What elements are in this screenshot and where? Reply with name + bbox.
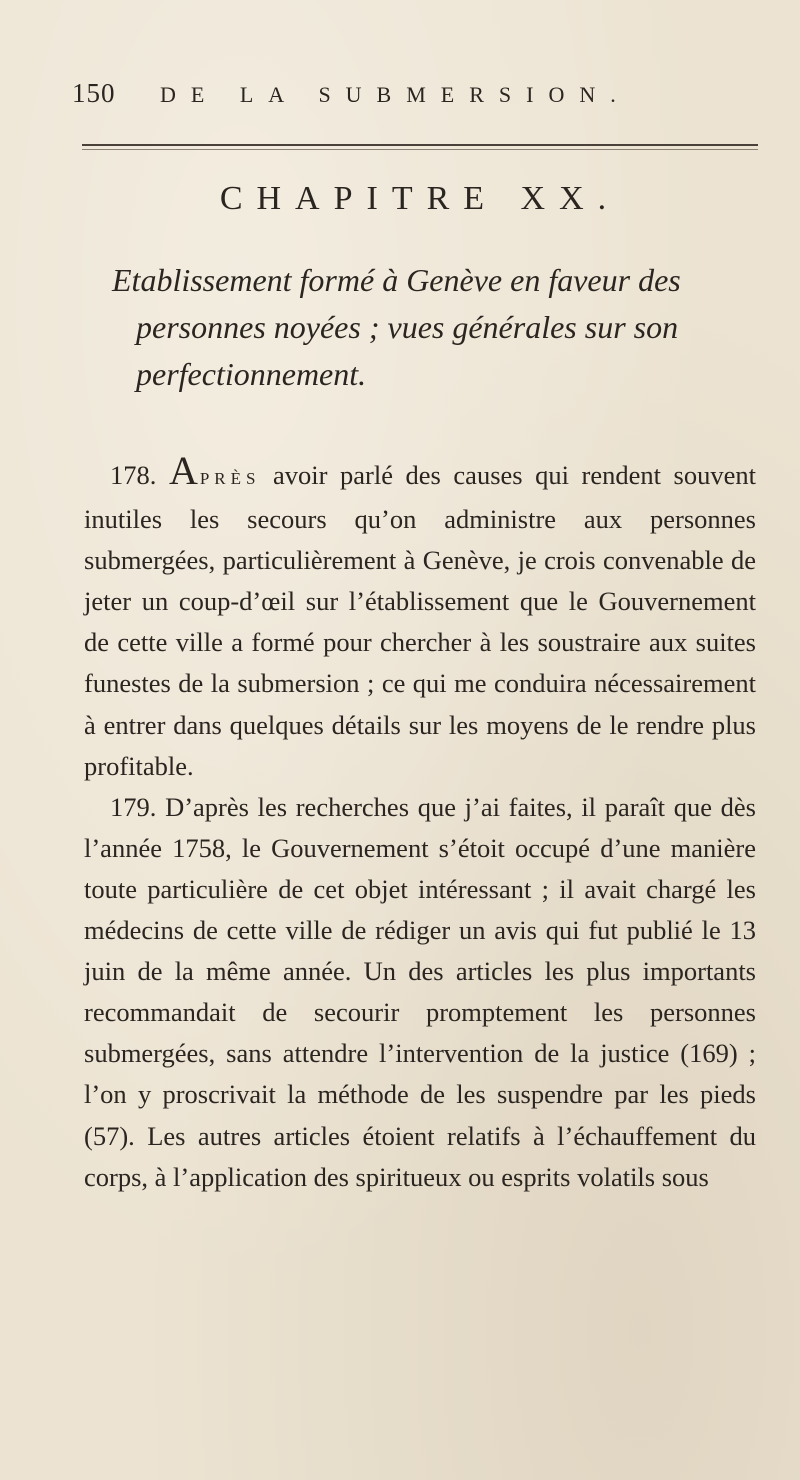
paragraph-text: D’après les recherches que j’ai faites, il paraît que dès l’année 1758, le Gouvernement s’étoit occupé d’une manière toute particulière de cet objet intéressant ; il avait chargé les médecins de cette ville de rédiger un avis qui fut publié le 13 juin de la même année. Un des articles les plus importants recommandait de secourir promptement les personnes submergées, sans attendre l’intervention de la justice (169) ; l’on y proscrivait la méthode de les suspendre par les pieds (57). Les autres articles étoient relatifs à l’échauffement du corps, à l’application des spiritueux ou esprits volatils sous: [84, 791, 756, 1192]
paragraph-text: avoir parlé des causes qui rendent souvent inutiles les secours qu’on administre aux personnes submergées, particulièrement à Genève, je crois convenable de jeter un coup-d’œil sur l’établissement que le Gouvernement de cette ville a formé pour chercher à les soustraire aux suites funestes de la submersion ; ce qui me conduira nécessairement à entrer dans quelques détails sur les moyens de le rendre plus profitable.: [84, 460, 756, 781]
running-title: DE LA SUBMERSION.: [160, 82, 631, 107]
paragraph-178: [84, 450, 756, 787]
drop-initial: A: [168, 448, 200, 493]
paragraph-number: 179.: [110, 791, 157, 822]
smallcaps-word: PRÈS: [199, 469, 261, 488]
page-number: 150: [72, 78, 116, 108]
chapter-heading: CHAPITRE XX.: [219, 180, 621, 217]
running-head: [72, 78, 732, 118]
paragraph-179: [84, 787, 756, 1198]
header-rule-fine: [82, 149, 758, 150]
body-text: [84, 450, 756, 1198]
paragraph-number: 178.: [110, 460, 157, 490]
chapter-subtitle: Etablissement formé à Genève en faveur des personnes noyées ; vues générales sur son perfectionnement.: [112, 262, 681, 392]
header-rule: [82, 144, 758, 146]
